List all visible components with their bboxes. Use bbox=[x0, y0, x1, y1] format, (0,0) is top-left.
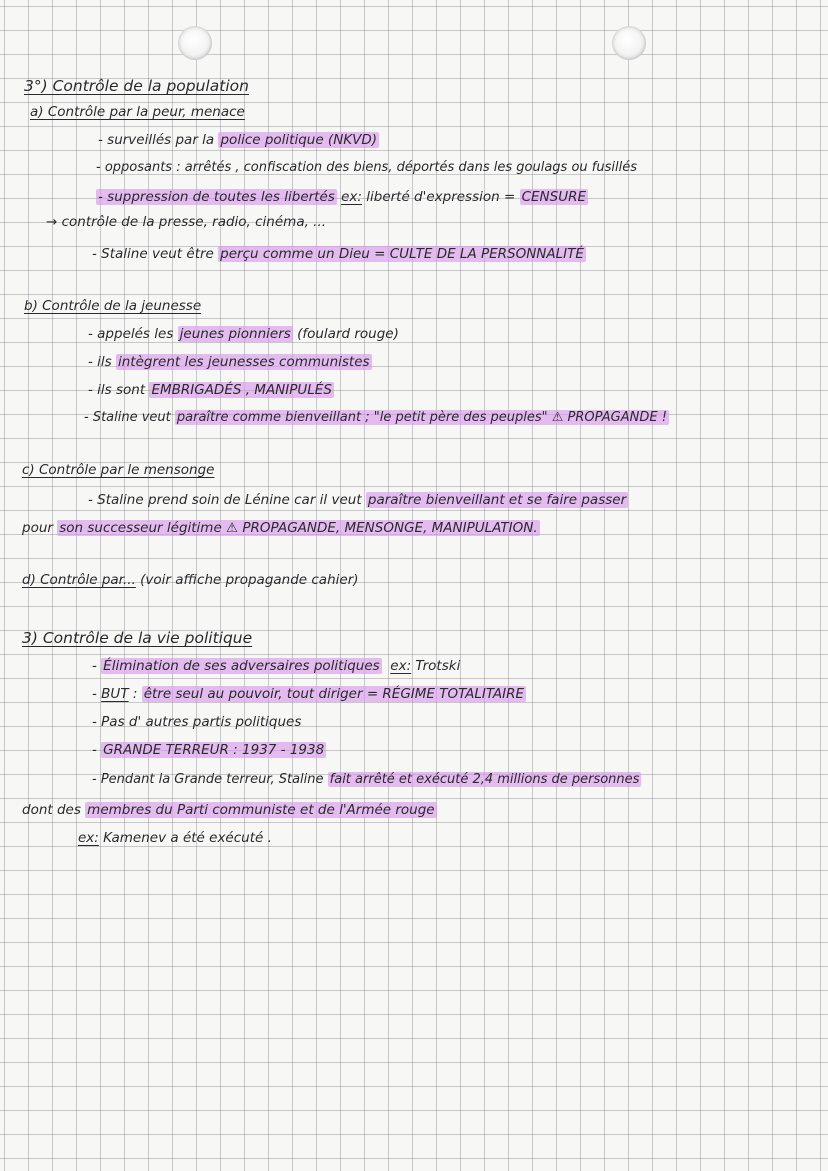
highlight: membres du Parti communiste et de l'Armée rouge bbox=[87, 802, 435, 818]
highlight: son successeur légitime ⚠ PROPAGANDE, MENSONGE, MANIPULATION. bbox=[59, 520, 538, 536]
line-pionniers bbox=[88, 324, 399, 344]
line-successeur bbox=[22, 518, 540, 538]
dash: - bbox=[92, 686, 102, 702]
text: - surveillés par la bbox=[98, 132, 219, 148]
highlight: paraître bienveillant et se faire passer bbox=[367, 492, 627, 508]
highlight: GRANDE TERREUR : 1937 - 1938 bbox=[103, 742, 325, 758]
line-membres bbox=[22, 800, 437, 820]
text: (voir affiche propagande cahier) bbox=[135, 572, 359, 588]
line-elimination bbox=[92, 656, 460, 676]
highlight: - suppression de toutes les libertés bbox=[98, 189, 335, 205]
highlight: CENSURE bbox=[521, 189, 587, 205]
section-title-vie-politique bbox=[22, 628, 252, 648]
line-but bbox=[92, 684, 526, 704]
ex-label: ex: bbox=[341, 189, 362, 205]
subsection-peur bbox=[30, 102, 245, 122]
line-partis bbox=[92, 712, 301, 732]
punch-hole-right bbox=[612, 26, 646, 60]
highlight: fait arrêté et exécuté 2,4 millions de personnes bbox=[329, 772, 640, 787]
text: - Pas d' autres partis politiques bbox=[92, 714, 302, 730]
line-bienveillant bbox=[84, 408, 669, 428]
line-opposants bbox=[96, 158, 637, 178]
text: - ils sont bbox=[88, 382, 150, 398]
text: - Pendant la Grande terreur, Staline bbox=[92, 772, 328, 787]
text: (foulard rouge) bbox=[292, 326, 399, 342]
title-text: 3°) Contrôle de la population bbox=[24, 77, 249, 95]
highlight: EMBRIGADÉS , MANIPULÉS bbox=[151, 382, 332, 398]
subtitle-text: b) Contrôle de la jeunesse bbox=[24, 298, 202, 314]
highlight: intègrent les jeunesses communistes bbox=[118, 354, 370, 370]
highlight: police politique (NKVD) bbox=[220, 132, 378, 148]
highlight: jeunes pionniers bbox=[179, 326, 291, 342]
subtitle-text: c) Contrôle par le mensonge bbox=[22, 462, 215, 478]
line-embrigades bbox=[88, 380, 334, 400]
section-title-population bbox=[24, 76, 249, 96]
line-pendant bbox=[92, 770, 641, 790]
text: - ils bbox=[88, 354, 116, 370]
text: liberté d'expression = bbox=[361, 189, 520, 205]
text: → contrôle de la presse, radio, cinéma, ... bbox=[46, 214, 327, 230]
highlight: paraître comme bienveillant ; "le petit père des peuples" ⚠ PROPAGANDE ! bbox=[176, 410, 667, 425]
subtitle-text: a) Contrôle par la peur, menace bbox=[30, 104, 245, 120]
text: - Staline veut bbox=[84, 410, 175, 425]
line-suppression bbox=[96, 187, 588, 207]
ex-label: ex: bbox=[390, 658, 412, 674]
line-surveilles bbox=[98, 130, 379, 150]
text: - Staline veut être bbox=[92, 246, 219, 262]
text: : bbox=[128, 686, 142, 702]
text: - Staline prend soin de Lénine car il veut bbox=[88, 492, 366, 508]
punch-hole-left bbox=[178, 26, 212, 60]
line-presse bbox=[46, 212, 326, 232]
text: - opposants : arrêtés , confiscation des biens, déportés dans les goulags ou fusillés bbox=[96, 160, 637, 175]
highlight: être seul au pouvoir, tout diriger = RÉGIME TOTALITAIRE bbox=[143, 686, 524, 702]
text: - bbox=[92, 742, 102, 758]
subsection-jeunesse bbox=[24, 296, 201, 316]
text: - appelés les bbox=[88, 326, 178, 342]
but-label: BUT bbox=[101, 686, 129, 702]
subsection-mensonge bbox=[22, 460, 214, 480]
line-culte bbox=[92, 244, 586, 264]
subtitle-text: d) Contrôle par... bbox=[22, 572, 136, 588]
line-kamenev bbox=[78, 828, 272, 848]
line-lenine bbox=[88, 490, 628, 510]
subsection-affiche bbox=[22, 570, 359, 590]
ex-label: ex: bbox=[78, 830, 99, 846]
title-text: 3) Contrôle de la vie politique bbox=[22, 629, 253, 647]
text: Kamenev a été exécuté . bbox=[98, 830, 272, 846]
line-integrent bbox=[88, 352, 372, 372]
line-terreur bbox=[92, 740, 326, 760]
text: - bbox=[92, 658, 102, 674]
highlight: Élimination de ses adversaires politiques bbox=[103, 658, 380, 674]
text: Trotski bbox=[411, 658, 461, 674]
text: pour bbox=[22, 520, 58, 536]
highlight: perçu comme un Dieu = CULTE DE LA PERSONNALITÉ bbox=[220, 246, 584, 262]
text: dont des bbox=[22, 802, 86, 818]
